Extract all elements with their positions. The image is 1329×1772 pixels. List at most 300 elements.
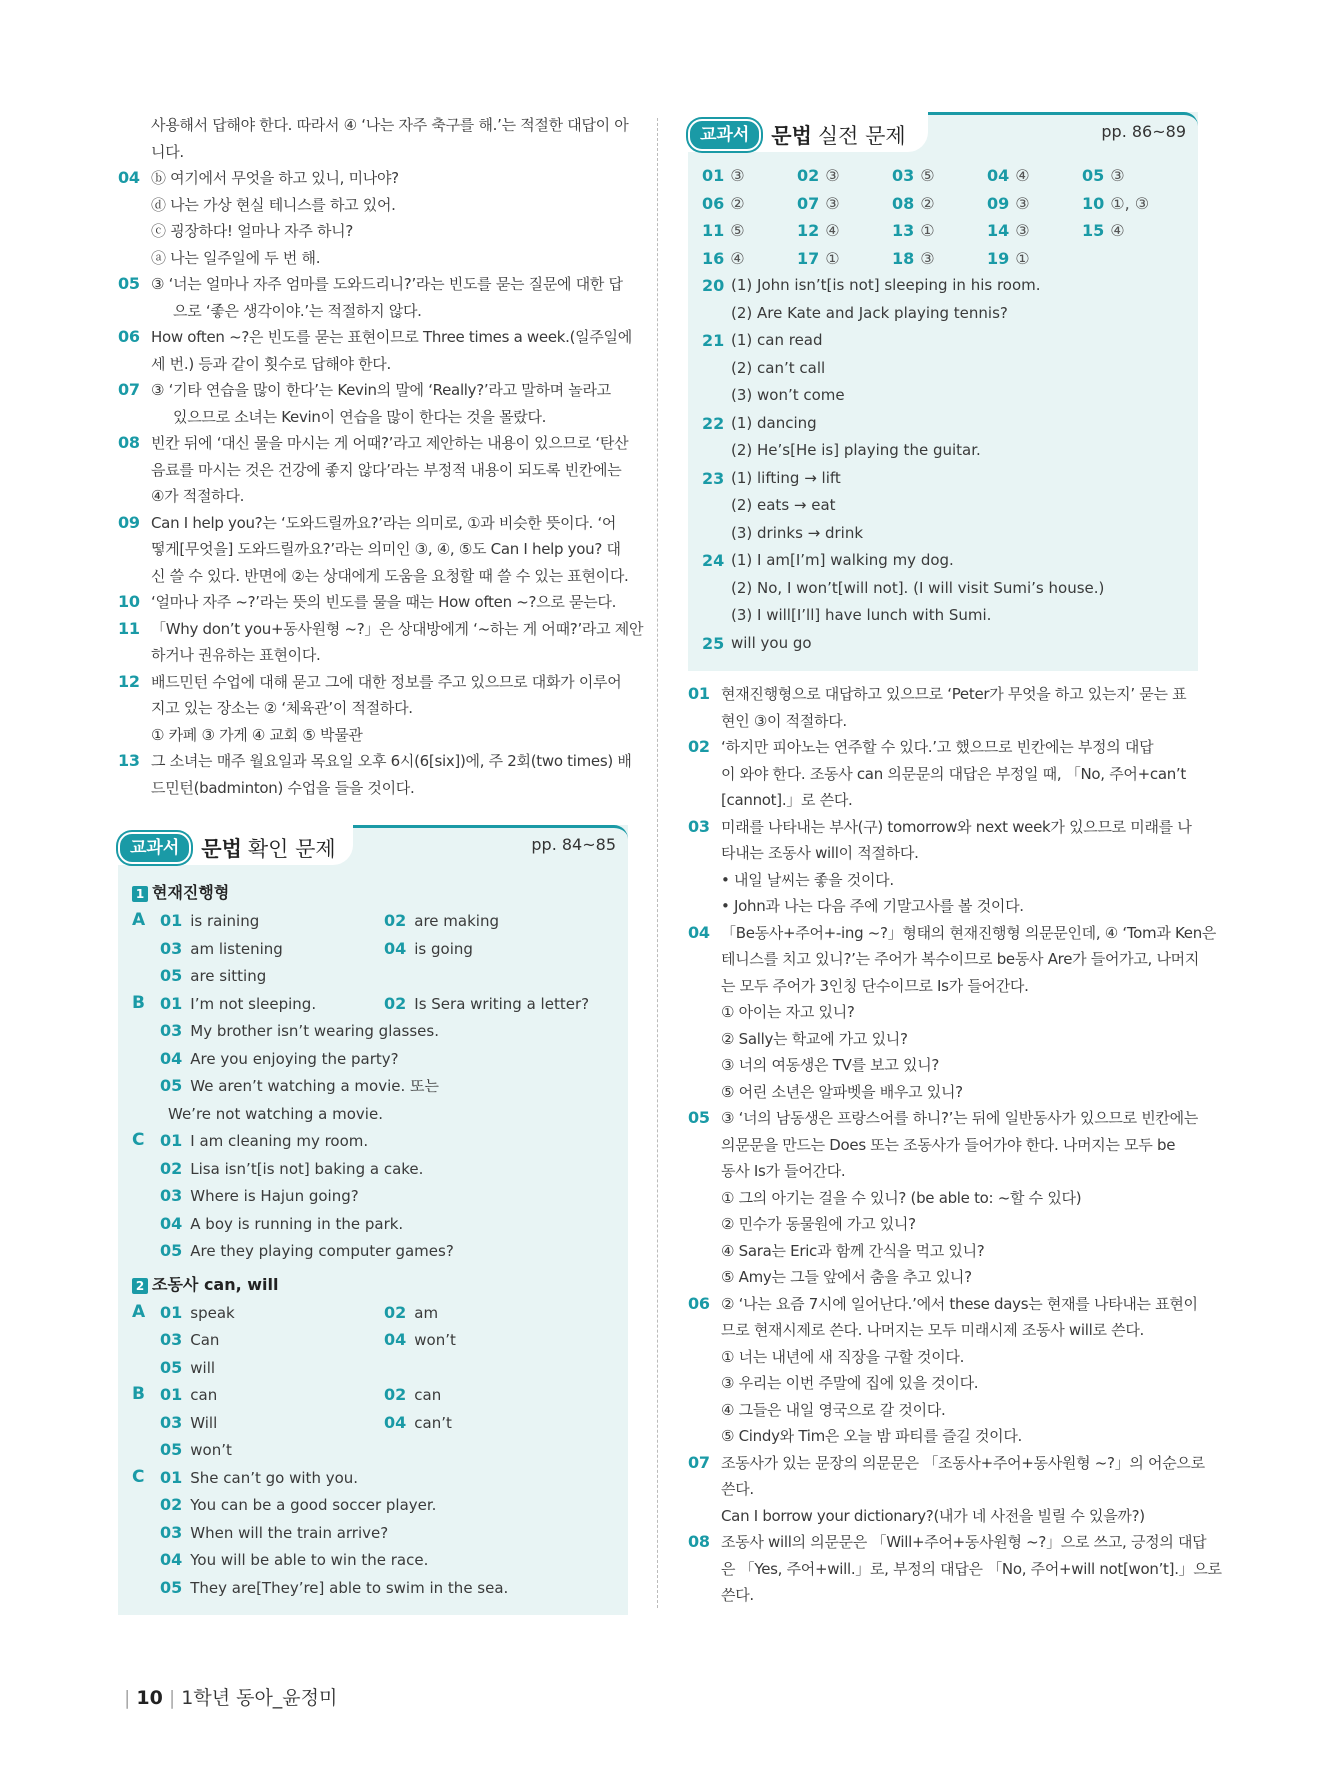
answer-cell	[160, 1182, 359, 1211]
answer-text: You can be a good soccer player.	[190, 1496, 437, 1514]
answer-row	[132, 907, 614, 935]
answer-value: ①, ③	[1110, 193, 1150, 213]
explanations-list	[118, 112, 644, 801]
explanations-list	[688, 681, 1222, 1609]
explanation-item	[118, 616, 644, 669]
answer-number: 03	[160, 1330, 183, 1349]
answer-number: 03	[160, 1522, 183, 1542]
grid-answer	[1082, 162, 1177, 190]
section-header	[688, 112, 1198, 156]
grid-answer	[797, 162, 892, 190]
answer-number: 21	[702, 331, 725, 350]
answer-cell	[384, 1299, 438, 1328]
explanation-line: ⑤ Amy는 그들 앞에서 춤을 추고 있니?	[721, 1268, 972, 1286]
grid-answer	[702, 245, 797, 273]
grid-answer	[892, 245, 987, 273]
answer-number: 08	[892, 193, 915, 213]
explanation-line: 현인 ③이 적절하다.	[721, 711, 847, 730]
answer-rows	[132, 907, 614, 1265]
answer-number: 02	[797, 166, 820, 185]
section-letter: A	[132, 910, 146, 930]
group-heading: 2 조동사 can, will	[132, 1271, 614, 1299]
explanation-line: 쓴다.	[721, 1586, 754, 1604]
answer-text: (1) John isn’t[is not] sleeping in his room.	[731, 276, 1041, 294]
explanation-line: ② ‘나는 요즘 7시에 일어난다.’에서 these days는 현재를 나타내는 표현이	[721, 1294, 1198, 1313]
section-subtitle: 확인 문제	[247, 837, 336, 861]
answer-row	[702, 382, 1184, 410]
answer-row	[702, 575, 1184, 603]
section-subtitle: 실전 문제	[817, 124, 906, 148]
answer-text: am listening	[190, 939, 283, 958]
answer-row	[702, 327, 1184, 355]
answer-text: Are you enjoying the party?	[190, 1049, 399, 1068]
answer-text: Are they playing computer games?	[190, 1242, 454, 1260]
explanation-line: 떻게[무엇을] 도와드릴까요?’라는 의미인 ③, ④, ⑤도 Can I help you? 대	[151, 540, 621, 558]
textbook-badge: 교과서	[118, 832, 191, 864]
answer-cell	[160, 990, 316, 1019]
grid-answer	[987, 245, 1082, 273]
answer-row	[132, 1381, 614, 1409]
answer-row	[702, 465, 1184, 493]
item-number: 06	[688, 1293, 710, 1313]
answer-text: When will the train arrive?	[190, 1523, 389, 1542]
explanation-item	[688, 734, 1198, 814]
item-number: 10	[118, 592, 140, 611]
answer-number: 03	[160, 1412, 183, 1432]
section-letter: A	[132, 1301, 146, 1322]
explanation-line: ② 민수가 동물원에 가고 있니?	[721, 1215, 916, 1233]
answer-number: 01	[160, 1467, 183, 1487]
grammar-check-box	[118, 825, 628, 1615]
answer-text: is raining	[190, 912, 260, 930]
grid-answer	[797, 217, 892, 245]
answer-cell	[160, 935, 283, 964]
answer-text: Can	[190, 1331, 220, 1349]
page-range: pp. 84~85	[531, 835, 616, 854]
section-header	[118, 825, 628, 869]
explanation-line: 미래를 나타내는 부사(구) tomorrow와 next week가 있으므로 미래를 나	[721, 817, 1192, 836]
answer-value: ④	[1110, 221, 1125, 240]
explanation-line: ③ ‘기타 연습을 많이 한다’는 Kevin의 말에 ‘Really?’라고 말하며 놀라고	[151, 381, 611, 399]
grid-answer	[892, 190, 987, 218]
explanation-line: • 내일 날씨는 좋을 것이다.	[721, 870, 894, 889]
answer-cell	[160, 1519, 388, 1548]
item-number: 12	[118, 671, 140, 691]
explanation-item	[118, 165, 628, 271]
section-letter: C	[132, 1466, 145, 1487]
answer-number: 04	[384, 1330, 407, 1349]
answer-text: (1) lifting → lift	[731, 468, 841, 487]
explanation-item	[118, 324, 632, 377]
answer-text: Lisa isn’t[is not] baking a cake.	[190, 1159, 424, 1178]
explanation-line: 드민턴(badminton) 수업을 들을 것이다.	[151, 778, 415, 797]
answer-number: 04	[160, 1213, 183, 1233]
explanation-line: ⑤ Cindy와 Tim은 오늘 밤 파티를 즐길 것이다.	[721, 1427, 1022, 1445]
answer-cell	[384, 1237, 392, 1266]
item-number: 08	[118, 433, 140, 452]
textbook-badge: 교과서	[688, 119, 761, 151]
answer-row	[132, 935, 614, 963]
answer-row	[702, 437, 1184, 465]
grammar-practice-box	[688, 112, 1198, 671]
answer-value: ③	[1110, 166, 1125, 185]
answer-cell	[160, 1326, 219, 1355]
answer-text: (2) He’s[He is] playing the guitar.	[731, 441, 981, 459]
answer-text: can’t	[414, 1413, 452, 1432]
answer-number: 01	[160, 1131, 183, 1150]
answer-cell	[384, 1072, 392, 1101]
answer-row	[132, 1436, 614, 1464]
grid-answer	[892, 162, 987, 190]
explanation-item	[118, 748, 632, 801]
answer-cell	[384, 935, 473, 964]
section-letter: C	[132, 1130, 145, 1150]
answer-text: (1) can read	[731, 331, 823, 349]
answer-value: ④	[730, 248, 745, 268]
explanation-item	[118, 510, 628, 590]
explanation-line: ① 그의 아기는 걸을 수 있니? (be able to: ~할 수 있다)	[721, 1188, 1082, 1207]
explanation-line: 테니스를 치고 있니?’는 주어가 복수이므로 be동사 Are가 들어가고, 나머지	[721, 950, 1200, 968]
answer-number: 01	[160, 1385, 183, 1404]
explanation-item	[688, 814, 1198, 920]
answer-number: 11	[702, 221, 725, 240]
answer-text: speak	[190, 1303, 235, 1322]
answer-cell	[160, 962, 266, 991]
answer-row	[132, 1546, 614, 1574]
answer-text: (3) won’t come	[731, 386, 845, 404]
explanation-line: 「Be동사+주어+-ing ~?」형태의 현재진행형 의문문인데, ④ ‘Tom과 Ken은	[721, 923, 1217, 942]
answer-number: 17	[797, 248, 820, 268]
explanation-item	[118, 589, 628, 616]
explanation-line: 동사 Is가 들어간다.	[721, 1162, 846, 1180]
answer-row	[132, 1127, 614, 1155]
explanation-line: 으로 ‘좋은 생각이야.’는 적절하지 않다.	[173, 301, 422, 320]
grid-answer	[702, 190, 797, 218]
answer-row	[702, 520, 1184, 548]
answer-value: ③	[1015, 221, 1030, 240]
explanation-line: 쓴다.	[721, 1480, 754, 1498]
grid-answer	[892, 217, 987, 245]
answer-text: I am cleaning my room.	[190, 1132, 369, 1150]
explanation-line: ① 카페 ③ 가게 ④ 교회 ⑤ 박물관	[151, 725, 363, 744]
explanation-line: ③ 우리는 이번 주말에 집에 있을 것이다.	[721, 1374, 979, 1392]
answer-cell	[384, 1436, 392, 1465]
answer-number: 03	[892, 166, 915, 185]
answer-number: 04	[160, 1550, 183, 1569]
answer-number: 10	[1082, 193, 1105, 213]
answer-text: (1) I am[I’m] walking my dog.	[731, 551, 954, 569]
explanation-line: 그 소녀는 매주 월요일과 목요일 오후 6시(6[six])에, 주 2회(two times) 배	[151, 752, 632, 770]
answer-cell	[160, 1210, 403, 1239]
grid-answer	[702, 162, 797, 190]
group-heading: 1 현재진행형	[132, 879, 614, 907]
answer-row	[702, 272, 1184, 300]
answer-value: ②	[920, 193, 935, 213]
explanation-line: ⓐ 나는 일주일에 두 번 해.	[151, 248, 321, 267]
answer-value: ②	[730, 193, 745, 213]
answer-number: 19	[987, 248, 1010, 268]
grid-answer	[987, 190, 1082, 218]
column-divider	[657, 118, 658, 1608]
explanation-line: 신 쓸 수 있다. 반면에 ②는 상대에게 도움을 요청할 때 쓸 수 있는 표현이다.	[151, 566, 629, 585]
answer-number: 04	[987, 166, 1010, 185]
answer-number: 02	[384, 911, 407, 930]
answer-text: You will be able to win the race.	[190, 1551, 429, 1569]
explanation-item	[688, 681, 1198, 734]
answer-text: won’t	[190, 1441, 232, 1459]
answer-row	[702, 355, 1184, 383]
answer-cell	[384, 1182, 392, 1211]
answer-number: 01	[160, 1302, 183, 1322]
item-number: 13	[118, 751, 140, 770]
explanation-line: 므로 현재시제로 쓴다. 나머지는 모두 미래시제 조동사 will로 쓴다.	[721, 1321, 1145, 1339]
answer-text: is going	[414, 939, 473, 958]
answer-value: ③	[825, 166, 840, 185]
item-number: 01	[688, 684, 710, 703]
explanation-line: 음료를 마시는 것은 건강에 좋지 않다’라는 부정적 내용이 되도록 빈칸에는	[151, 460, 622, 479]
grid-answer	[797, 245, 892, 273]
answer-number: 13	[892, 221, 915, 240]
answer-value: ③	[825, 193, 840, 213]
answer-row	[132, 1045, 614, 1073]
answer-cell	[160, 1045, 399, 1074]
answer-number: 04	[384, 938, 407, 958]
answer-cell	[384, 1354, 392, 1383]
explanation-item	[118, 430, 628, 510]
explanation-item	[688, 1291, 1198, 1450]
answer-row	[132, 1574, 614, 1602]
answer-row	[132, 962, 614, 990]
explanation-line: ③ ‘너의 남동생은 프랑스어를 하니?’는 뒤에 일반동사가 있으므로 빈칸에는	[721, 1109, 1199, 1127]
answer-number: 14	[987, 221, 1010, 240]
answer-cell	[160, 907, 259, 936]
explanation-line: ③ 너의 여동생은 TV를 보고 있니?	[721, 1056, 940, 1074]
answer-value: ④	[1015, 166, 1030, 185]
answer-cell	[384, 1100, 392, 1129]
answer-value: ③	[920, 248, 935, 268]
answer-text: (1) dancing	[731, 413, 817, 432]
answer-row	[702, 547, 1184, 575]
explanation-line: 빈칸 뒤에 ‘대신 물을 마시는 게 어때?’라고 제안하는 내용이 있으므로 ‘탄산	[151, 434, 629, 452]
answer-number: 05	[160, 1577, 183, 1597]
answer-cell	[384, 1491, 392, 1520]
answer-text: Is Sera writing a letter?	[414, 994, 590, 1013]
explanation-line: How often ~?은 빈도를 묻는 표현이므로 Three times a week.(일주일에	[151, 328, 632, 346]
answer-row	[702, 410, 1184, 438]
answer-text: (2) No, I won’t[will not]. (I will visit Sumi’s house.)	[731, 578, 1105, 597]
answer-row	[702, 630, 1184, 658]
answer-text: (2) can’t call	[731, 358, 826, 377]
explanation-line: ⓓ 나는 가상 현실 테니스를 하고 있어.	[151, 195, 396, 214]
grid-answer	[987, 217, 1082, 245]
answer-row	[132, 1464, 614, 1492]
answer-text: We aren’t watching a movie. 또는	[190, 1077, 439, 1095]
explanation-item	[688, 1529, 1222, 1609]
answer-row	[132, 1182, 614, 1210]
left-column	[118, 112, 644, 1615]
answer-cell	[160, 1127, 368, 1156]
answer-cell	[160, 1381, 217, 1410]
explanation-line: • John과 나는 다음 주에 기말고사를 볼 것이다.	[721, 897, 1024, 915]
grid-answer	[797, 190, 892, 218]
footer-label: 1학년 동아_윤정미	[181, 1687, 338, 1709]
answer-row	[132, 1326, 614, 1354]
answer-number: 03	[160, 1021, 183, 1040]
answer-number: 25	[702, 633, 725, 653]
explanation-line: 은 「Yes, 주어+will.」로, 부정의 대답은 「No, 주어+will not[won’t].」으로	[721, 1559, 1222, 1578]
explanation-item	[118, 669, 628, 749]
item-number: 02	[688, 737, 710, 756]
explanation-item	[688, 1450, 1205, 1530]
answer-text: Will	[190, 1413, 218, 1432]
explanation-line: 는 모두 주어가 3인칭 단수이므로 Is가 들어간다.	[721, 976, 1029, 995]
answer-cell	[384, 1409, 452, 1438]
answer-text: Where is Hajun going?	[190, 1187, 359, 1205]
answer-text: (3) drinks → drink	[731, 523, 864, 542]
answer-cell	[384, 1127, 392, 1156]
answer-number: 02	[384, 1302, 407, 1322]
answer-text: She can’t go with you.	[190, 1468, 359, 1487]
answer-number: 02	[384, 1385, 407, 1404]
answer-row	[132, 1072, 614, 1100]
explanation-line: ③ ‘너는 얼마나 자주 엄마를 도와드리니?’라는 빈도를 묻는 질문에 대한 답	[151, 275, 623, 293]
grid-answer	[987, 162, 1082, 190]
answer-cell	[384, 1574, 392, 1603]
explanation-item	[688, 920, 1217, 1106]
answer-cell	[384, 1155, 392, 1184]
answer-value: ③	[730, 166, 745, 185]
grid-answer	[1082, 217, 1177, 245]
explanation-line: Can I help you?는 ‘도와드릴까요?’라는 의미로, ①과 비슷한 뜻이다. ‘어	[151, 513, 617, 532]
explanation-line: ⓑ 여기에서 무엇을 하고 있니, 미나야?	[151, 169, 399, 187]
item-number: 11	[118, 618, 140, 638]
page-range: pp. 86~89	[1101, 122, 1186, 141]
answer-number: 01	[160, 911, 183, 930]
explanation-line: 조동사가 있는 문장의 의문문은 「조동사+주어+동사원형 ~?」의 어순으로	[721, 1453, 1205, 1472]
answer-cell	[384, 990, 589, 1019]
explanation-line: 하거나 권유하는 표현이다.	[151, 646, 321, 664]
explanation-line: ① 너는 내년에 새 직장을 구할 것이다.	[721, 1347, 965, 1366]
explanation-line: 조동사 will의 의문문은 「Will+주어+동사원형 ~?」으로 쓰고, 긍정의 대답	[721, 1533, 1207, 1551]
answer-row	[132, 1017, 614, 1045]
answer-number: 05	[160, 1241, 183, 1260]
explanation-line: 현재진행형으로 대답하고 있으므로 ‘Peter가 무엇을 하고 있는지’ 묻는 표	[721, 685, 1187, 703]
explanation-line: ⑤ 어린 소년은 알파벳을 배우고 있니?	[721, 1082, 963, 1101]
answer-row	[132, 1299, 614, 1327]
answer-value: ⑤	[920, 166, 935, 185]
answer-cell	[160, 1491, 436, 1520]
answer-number: 15	[1082, 221, 1105, 240]
answer-cell	[160, 1354, 215, 1383]
answer-number: 02	[384, 993, 407, 1013]
answer-number: 12	[797, 221, 820, 240]
answer-cell	[384, 1326, 456, 1355]
explanation-line: [cannot].」로 쓴다.	[721, 791, 853, 809]
answer-value: ①	[825, 248, 840, 268]
answer-row	[132, 1155, 614, 1183]
answer-row	[132, 990, 614, 1018]
answer-row	[132, 1491, 614, 1519]
right-column	[688, 112, 1222, 1609]
answer-row	[132, 1100, 614, 1128]
explanation-line: Can I borrow your dictionary?(내가 네 사전을 빌릴 수 있을까?)	[721, 1506, 1145, 1525]
answer-number: 05	[160, 1440, 183, 1459]
answer-cell	[160, 1574, 508, 1603]
item-number: 04	[118, 168, 140, 187]
answer-number: 02	[160, 1158, 183, 1178]
explanation-line: 지고 있는 장소는 ② ‘체육관’이 적절하다.	[151, 699, 413, 717]
answer-value: ①	[920, 221, 935, 240]
explanation-line: 배드민턴 수업에 대해 묻고 그에 대한 정보를 주고 있으므로 대화가 이루어	[151, 672, 622, 691]
answer-cell	[160, 1436, 232, 1465]
answer-cell	[160, 1409, 217, 1438]
answer-cell	[384, 1464, 392, 1493]
answer-number: 02	[160, 1495, 183, 1514]
answer-cell	[384, 1210, 392, 1239]
answer-grid	[702, 162, 1184, 272]
answer-number: 20	[702, 276, 725, 295]
answer-row	[702, 300, 1184, 328]
answer-cell	[384, 962, 392, 991]
answer-cell	[160, 1072, 439, 1101]
answer-cell	[160, 1237, 454, 1266]
answer-number: 03	[160, 938, 183, 958]
answer-number: 23	[702, 468, 725, 488]
answer-number: 05	[160, 966, 183, 985]
section-title: 문법	[771, 124, 812, 148]
explanation-line: ‘얼마나 자주 ~?’라는 뜻의 빈도를 물을 때는 How often ~?으로 묻는다.	[151, 593, 617, 611]
explanation-line: 타내는 조동사 will이 적절하다.	[721, 844, 919, 862]
answer-value: ①	[1015, 248, 1030, 268]
explanation-line: ② Sally는 학교에 가고 있니?	[721, 1029, 908, 1048]
explanation-line: 있으므로 소녀는 Kevin이 연습을 많이 한다는 것을 몰랐다.	[173, 407, 547, 426]
answer-text: will	[190, 1358, 216, 1377]
explanation-line: 「Why don’t you+동사원형 ~?」은 상대방에게 ‘~하는 게 어때?’라고 제안	[151, 619, 644, 638]
item-number: 05	[118, 274, 140, 293]
answer-value: ④	[825, 221, 840, 240]
grid-answer	[702, 217, 797, 245]
answer-cell	[384, 1017, 392, 1046]
page-footer: | 10 | 1학년 동아_윤정미	[124, 1687, 338, 1709]
answer-number: 01	[702, 166, 725, 185]
answer-text: are making	[414, 912, 499, 930]
item-number: 06	[118, 327, 140, 346]
answer-number: 04	[160, 1048, 183, 1068]
answer-cell	[160, 1100, 383, 1129]
answer-rows	[132, 1299, 614, 1602]
answer-number: 09	[987, 193, 1010, 213]
answer-text: (2) Are Kate and Jack playing tennis?	[731, 303, 1008, 322]
answer-text: can	[190, 1386, 218, 1404]
answer-text: can	[414, 1386, 442, 1404]
answer-row	[702, 492, 1184, 520]
answer-text: are sitting	[190, 967, 267, 985]
answer-value: ⑤	[730, 221, 745, 240]
explanation-line: ④ Sara는 Eric과 함께 간식을 먹고 있니?	[721, 1241, 985, 1260]
answer-row	[702, 602, 1184, 630]
answer-number: 24	[702, 551, 725, 570]
answer-text: They are[They’re] able to swim in the sea.	[190, 1578, 509, 1597]
explanation-line: 세 번.) 등과 같이 횟수로 답해야 한다.	[151, 354, 391, 373]
answer-text: am	[414, 1303, 439, 1322]
item-number: 07	[118, 380, 140, 399]
answer-row	[132, 1210, 614, 1238]
answer-cell	[160, 1017, 439, 1046]
explanation-line: ④가 적절하다.	[151, 487, 245, 505]
group-number-badge: 1	[132, 886, 148, 902]
answer-number: 04	[384, 1412, 407, 1432]
answer-row	[132, 1354, 614, 1382]
